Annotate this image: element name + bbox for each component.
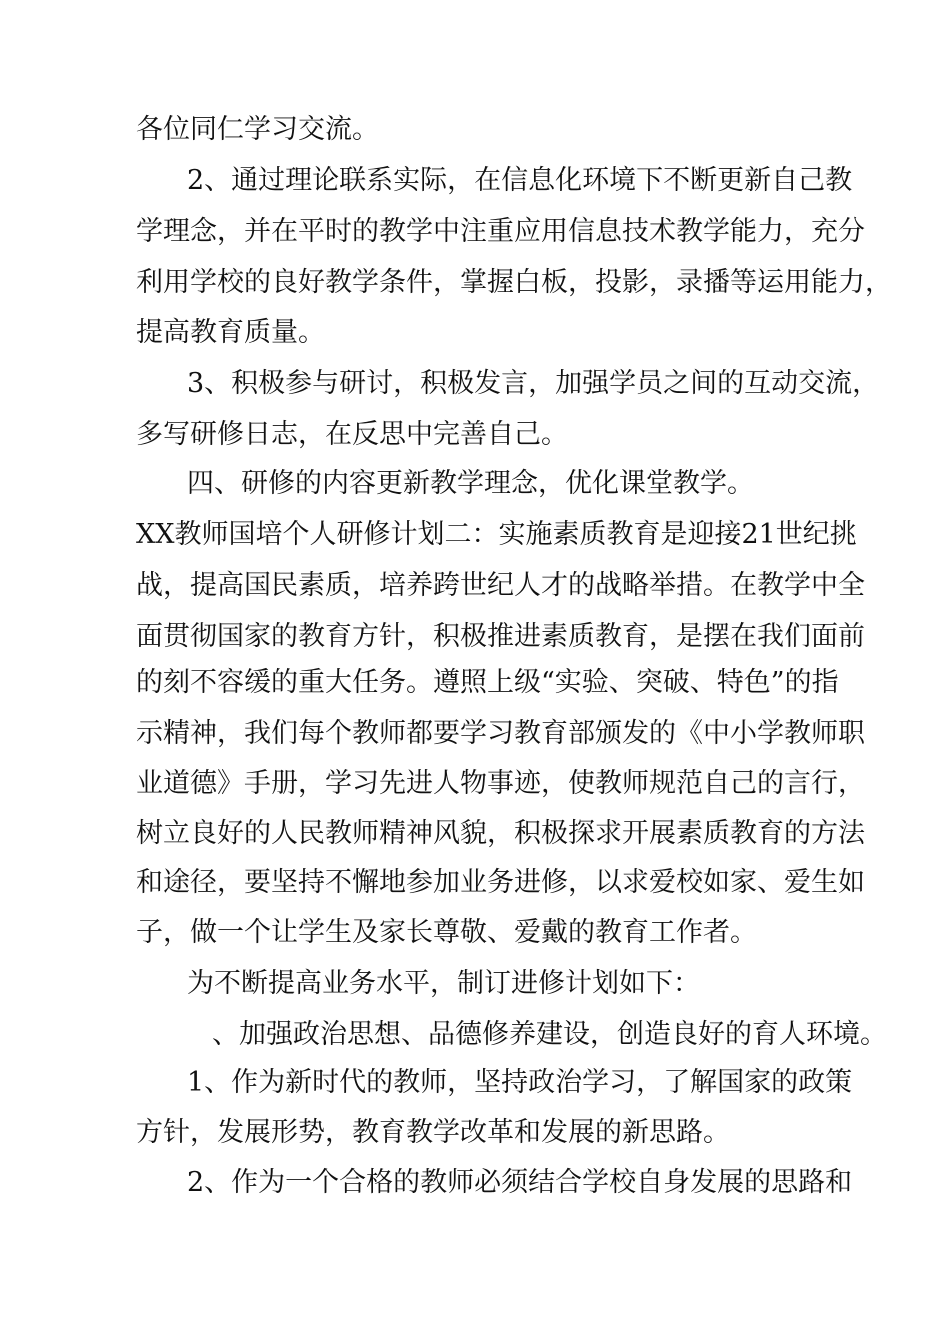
text-line-5: 提高教育质量。 <box>136 317 325 348</box>
text-line-1: 各位同仁学习交流。 <box>136 114 379 145</box>
text-line-8: 四、研修的内容更新教学理念，优化课堂教学。 <box>187 468 754 499</box>
text-line-19: 、加强政治思想、品德修养建设，创造良好的育人环境。 <box>212 1019 887 1050</box>
text-line-22: 2、作为一个合格的教师必须结合学校自身发展的思路和 <box>187 1167 853 1198</box>
text-line-3: 学理念，并在平时的教学中注重应用信息技术教学能力，充分 <box>136 216 865 247</box>
text-line-18: 为不断提高业务水平，制订进修计划如下： <box>187 968 700 999</box>
text-line-17: 子，做一个让学生及家长尊敬、爱戴的教育工作者。 <box>136 917 757 948</box>
text-line-20: 1、作为新时代的教师，坚持政治学习，了解国家的政策 <box>187 1067 853 1098</box>
text-line-11: 面贯彻国家的教育方针，积极推进素质教育，是摆在我们面前 <box>136 621 865 652</box>
text-line-2: 2、通过理论联系实际，在信息化环境下不断更新自己教 <box>187 165 853 196</box>
text-line-14: 业道德》手册，学习先进人物事迹，使教师规范自己的言行， <box>136 768 865 799</box>
text-line-9: XX教师国培个人研修计划二：实施素质教育是迎接21世纪挑 <box>136 519 857 550</box>
text-line-13: 示精神，我们每个教师都要学习教育部颁发的《中小学教师职 <box>136 718 865 749</box>
text-line-15: 树立良好的人民教师精神风貌，积极探求开展素质教育的方法 <box>136 818 865 849</box>
text-line-4: 利用学校的良好教学条件，掌握白板，投影，录播等运用能力， <box>136 267 892 298</box>
text-line-16: 和途径，要坚持不懈地参加业务进修，以求爱校如家、爱生如 <box>136 867 865 898</box>
text-line-10: 战，提高国民素质，培养跨世纪人才的战略举措。在教学中全 <box>136 570 865 601</box>
text-line-12: 的刻不容缓的重大任务。遵照上级“实验、突破、特色”的指 <box>136 667 839 698</box>
text-line-7: 多写研修日志，在反思中完善自己。 <box>136 419 568 450</box>
text-line-21: 方针，发展形势，教育教学改革和发展的新思路。 <box>136 1117 730 1148</box>
text-line-6: 3、积极参与研讨，积极发言，加强学员之间的互动交流， <box>187 368 880 399</box>
